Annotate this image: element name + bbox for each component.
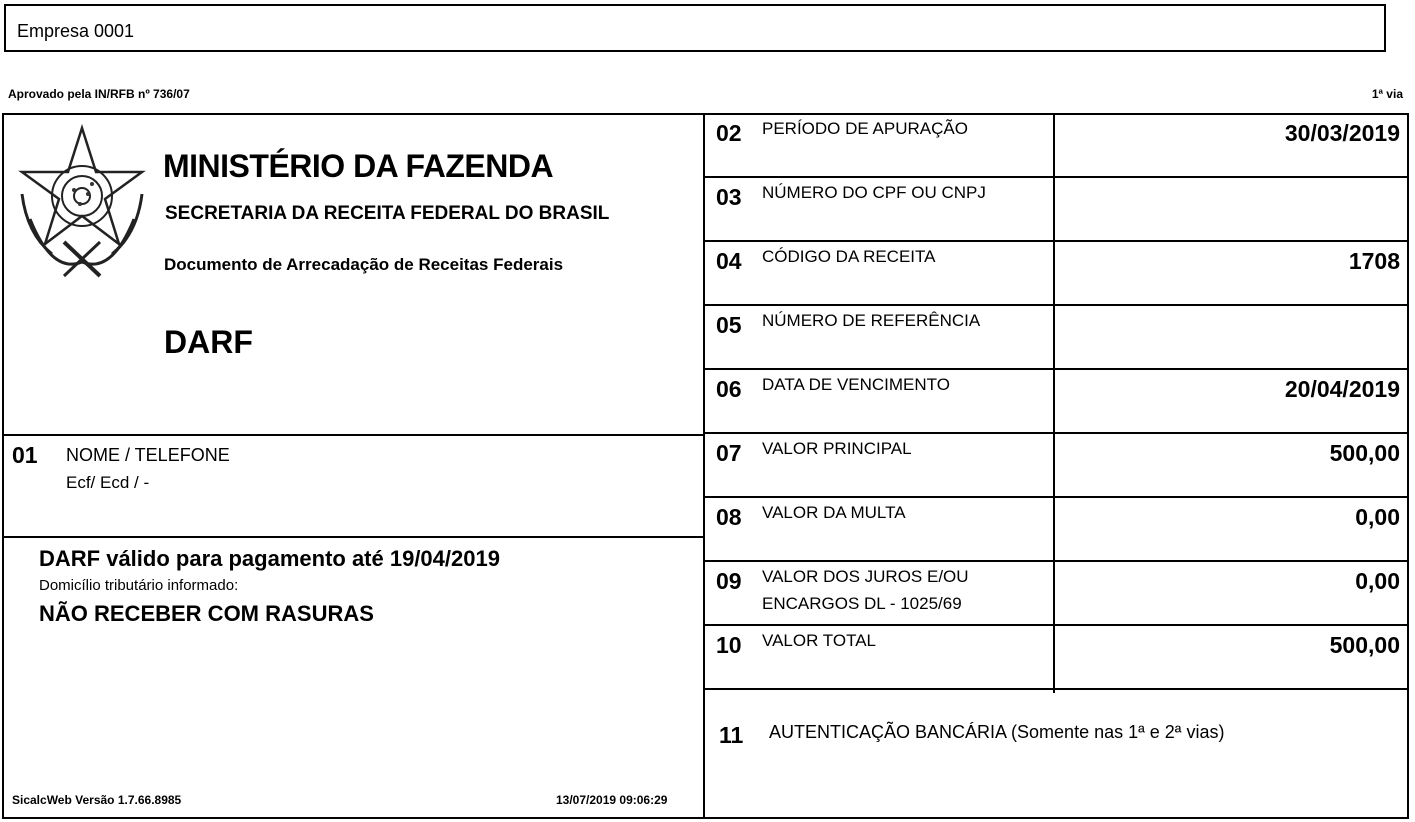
field-07-label: VALOR PRINCIPAL	[762, 439, 912, 458]
field-08-value: 0,00	[1355, 504, 1400, 530]
field-03-label: NÚMERO DO CPF OU CNPJ	[762, 183, 986, 202]
field-row-divider	[704, 176, 1409, 178]
field-10-label: VALOR TOTAL	[762, 631, 877, 650]
secretariat-title: SECRETARIA DA RECEITA FEDERAL DO BRASIL	[165, 203, 610, 224]
field-01-number: 01	[12, 442, 38, 468]
darf-title: DARF	[164, 324, 253, 360]
field-09-label-line2: ENCARGOS DL - 1025/69	[762, 594, 962, 613]
ministry-title: MINISTÉRIO DA FAZENDA	[163, 148, 554, 184]
field-04-label: CÓDIGO DA RECEITA	[762, 247, 936, 266]
field-row-divider	[704, 304, 1409, 306]
field-row-divider	[704, 496, 1409, 498]
field-02-number: 02	[716, 120, 742, 146]
divider-vertical-values	[1053, 113, 1055, 693]
no-erasures-notice: NÃO RECEBER COM RASURAS	[39, 601, 374, 626]
company-name: Empresa 0001	[17, 21, 135, 41]
field-09-number: 09	[716, 568, 742, 594]
valid-until-notice: DARF válido para pagamento até 19/04/2019	[39, 546, 500, 571]
field-04-number: 04	[716, 248, 742, 274]
divider-left-name	[2, 536, 704, 538]
divider-left-header	[2, 434, 704, 436]
field-06-label: DATA DE VENCIMENTO	[762, 375, 950, 394]
field-07-number: 07	[716, 440, 742, 466]
field-08-label: VALOR DA MULTA	[762, 503, 906, 522]
field-01-label: NOME / TELEFONE	[66, 445, 230, 465]
field-09-value: 0,00	[1355, 568, 1400, 594]
approval-note: Aprovado pela IN/RFB nº 736/07	[8, 87, 190, 101]
field-11-number: 11	[719, 722, 744, 748]
field-row-divider	[704, 432, 1409, 434]
brazil-coat-of-arms-emblem	[12, 124, 152, 284]
field-10-value: 500,00	[1329, 632, 1400, 658]
field-07-value: 500,00	[1329, 440, 1400, 466]
field-09-label: VALOR DOS JUROS E/OU	[762, 567, 969, 586]
software-version: SicalcWeb Versão 1.7.66.8985	[12, 793, 182, 807]
field-06-value: 20/04/2019	[1284, 376, 1400, 402]
field-02-value: 30/03/2019	[1284, 120, 1400, 146]
divider-vertical-main	[703, 113, 705, 819]
document-name: Documento de Arrecadação de Receitas Federais	[164, 255, 564, 274]
field-row-divider	[704, 560, 1409, 562]
field-02-label: PERÍODO DE APURAÇÃO	[762, 119, 968, 138]
field-04-value: 1708	[1348, 248, 1400, 274]
field-10-number: 10	[716, 632, 742, 658]
field-06-number: 06	[716, 376, 742, 402]
field-03-number: 03	[716, 184, 742, 210]
field-08-number: 08	[716, 504, 742, 530]
field-row-divider	[704, 624, 1409, 626]
field-05-label: NÚMERO DE REFERÊNCIA	[762, 311, 981, 330]
generation-timestamp: 13/07/2019 09:06:29	[556, 793, 668, 807]
field-row-divider	[704, 368, 1409, 370]
company-name-box	[4, 4, 1386, 52]
field-row-divider	[704, 240, 1409, 242]
field-01-value: Ecf/ Ecd / -	[66, 473, 150, 492]
tax-domicile-label: Domicílio tributário informado:	[39, 577, 239, 594]
field-11-label: AUTENTICAÇÃO BANCÁRIA (Somente nas 1ª e 2ª vias)	[769, 722, 1225, 742]
field-05-number: 05	[716, 312, 742, 338]
field-row-divider	[704, 688, 1409, 690]
copy-number: 1ª via	[1371, 87, 1403, 101]
